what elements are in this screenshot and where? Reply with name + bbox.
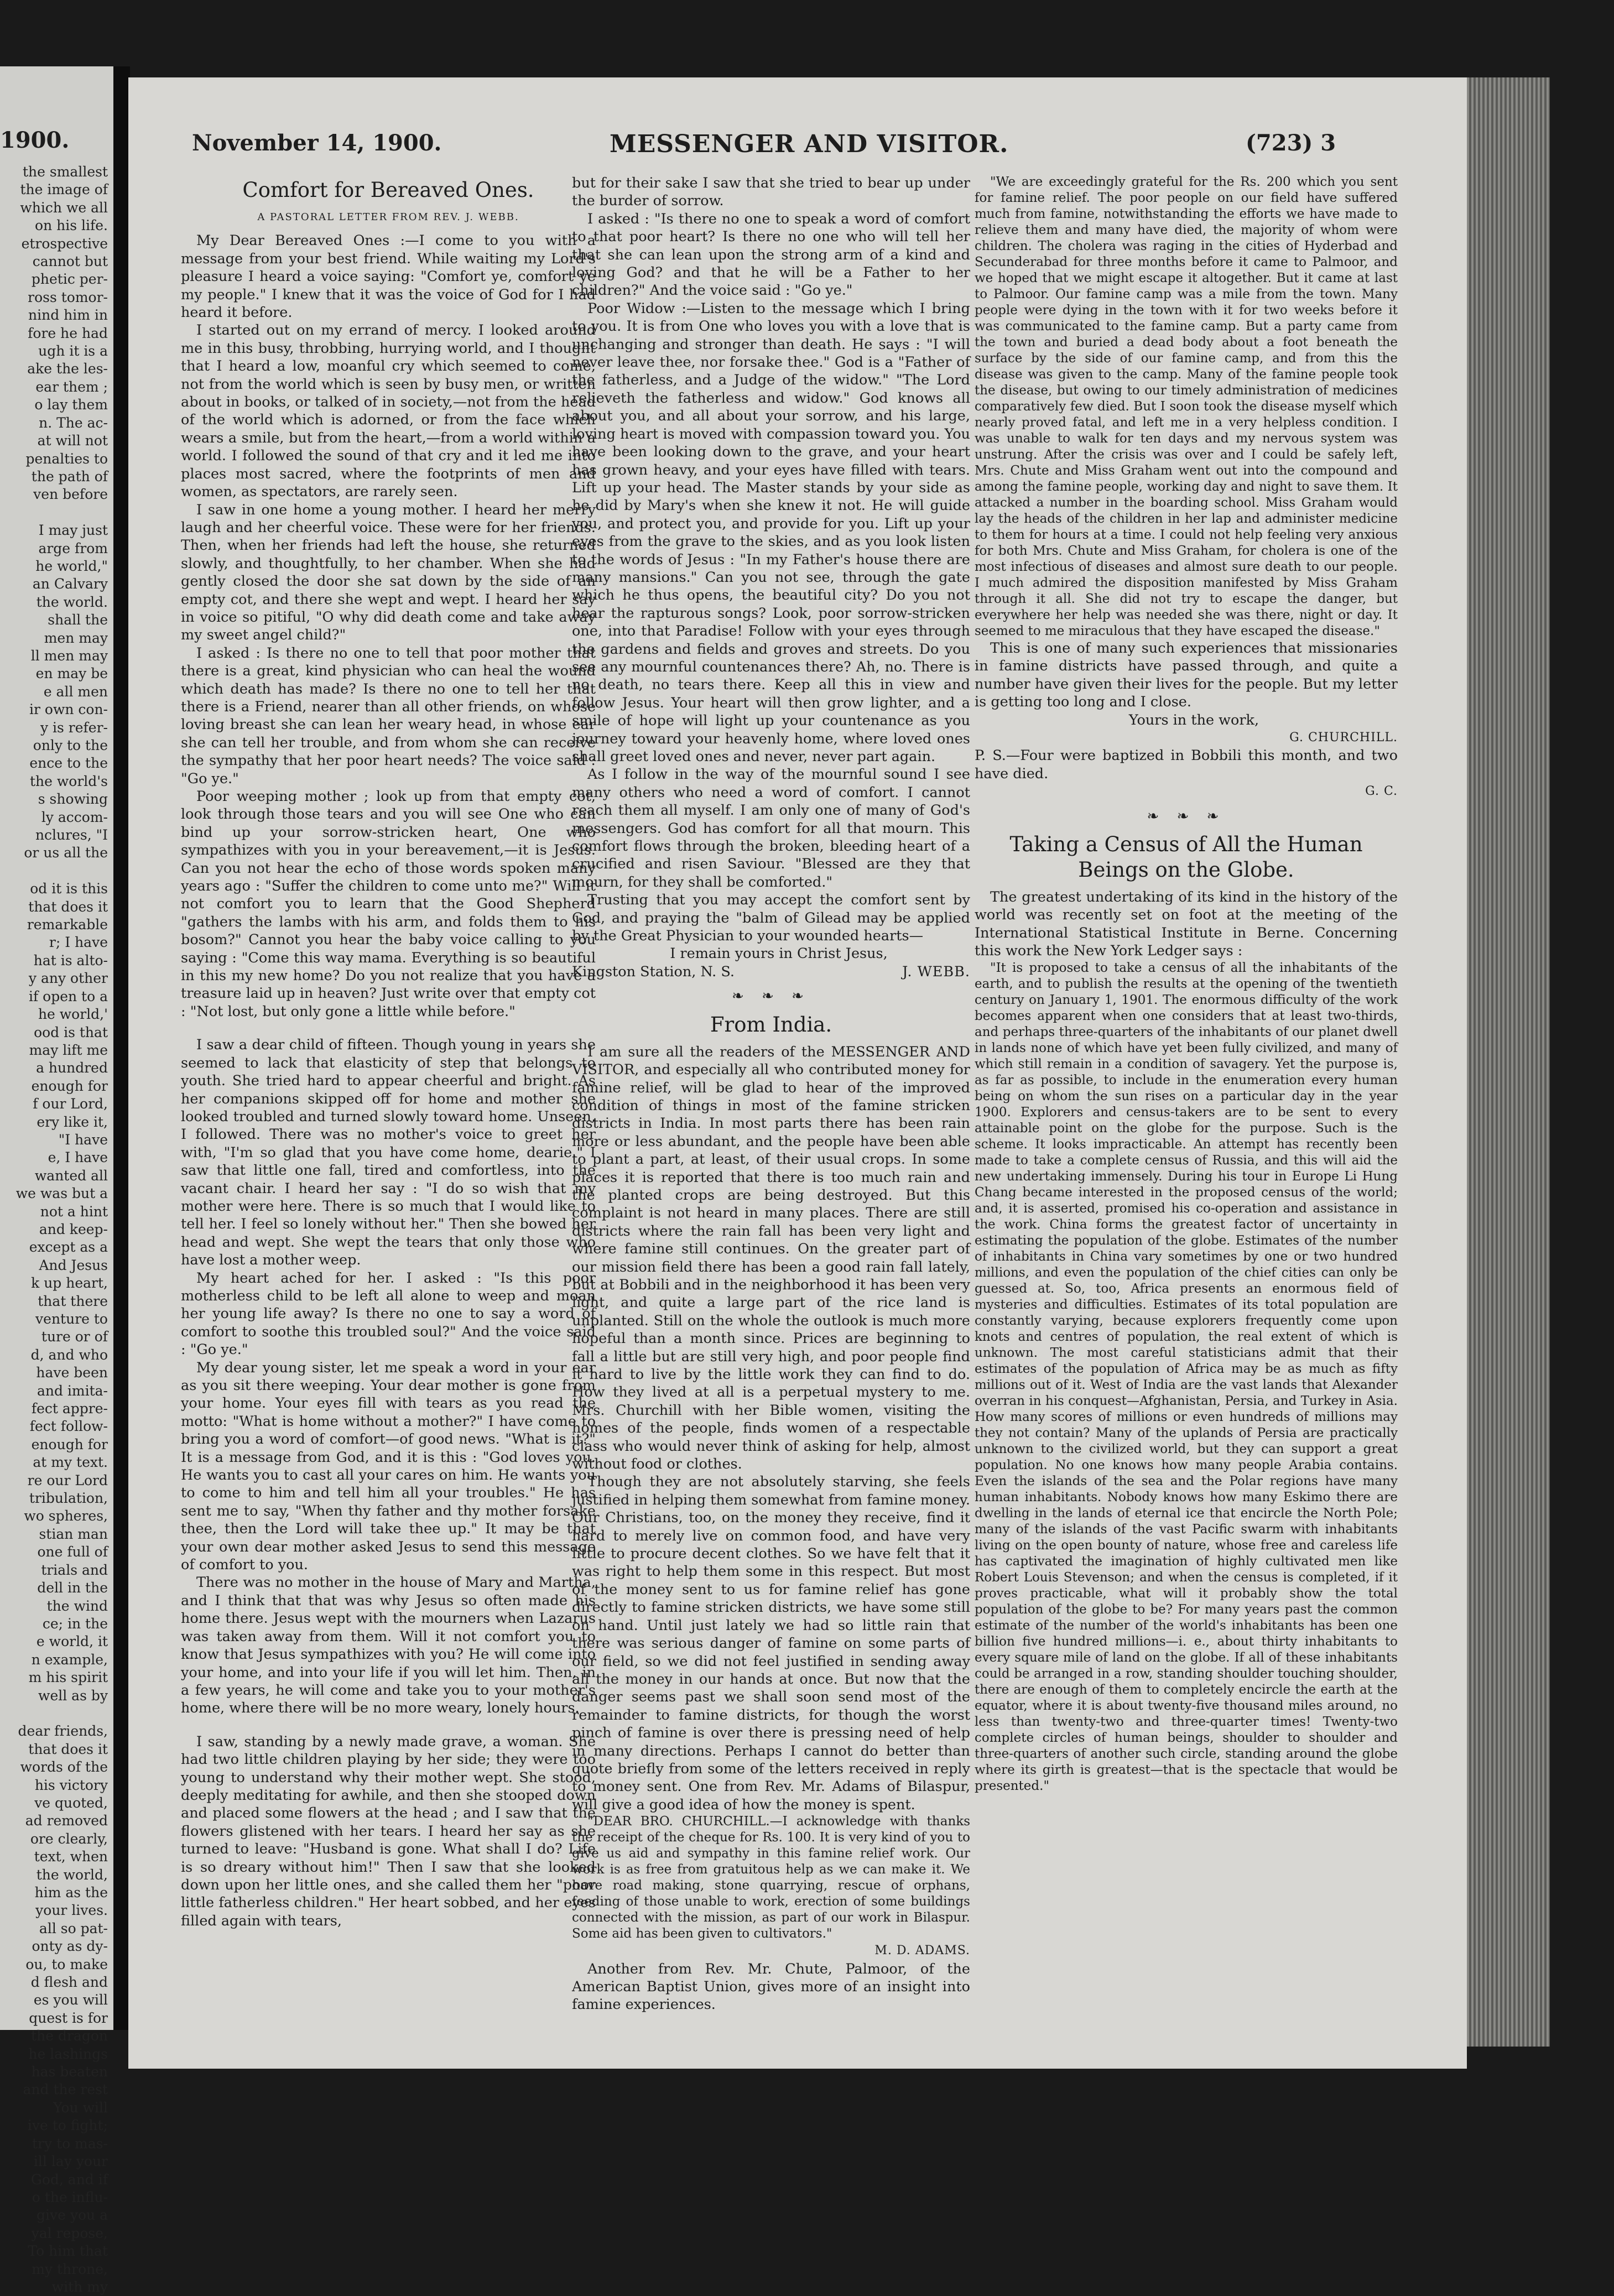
left-page-line: dear friends, xyxy=(18,1723,108,1740)
left-page-line: the smallest xyxy=(23,164,108,180)
paragraph: I saw in one home a young mother. I heard her merry laugh and her cheerful voice. These were for her friends. Then, when her friends had left the house, she returned slowly, and thoughtfully, to her chamber. When she had gently closed the door she sat down by the side of an empty cot, and there she wept and wept. I heard her say in voice so pitiful, "O why did death come and take away my sweet angel child?" xyxy=(181,501,596,644)
left-page-line: es you will xyxy=(33,1992,108,2008)
left-page-line xyxy=(0,862,108,880)
left-page-line: if open to a xyxy=(28,988,108,1004)
paragraph: Another from Rev. Mr. Chute, Palmoor, of the American Baptist Union, gives more of an insight into famine experiences. xyxy=(572,1960,970,2013)
left-page-line: ly accom- xyxy=(41,809,108,825)
paragraph: I am sure all the readers of the MESSENGER AND VISITOR, and especially all who contributed money for famine relief, will be glad to hear of the improved condition of things in most of the famine stricken districts in India. In most parts there has been rain more or less abundant, and the people have been able to plant a part, at least, of their usual crops. In some places it is reported that there is too much rain and the planted crops are being destroyed. But this complaint is not heard in many places. There are still districts where the rain fall has been very light and where famine still continues. On the greater part of our mission field there has been a good rain fall lately, but at Bobbili and in the neighborhood it has been very light, and quite a large part of the rice land is unplanted. Still on the whole the outlook is much more hopeful than a month since. Prices are beginning to fall a little but are still very high, and poor people find it hard to live by the little work they can find to do. How they lived at all is a perpetual mystery to me. Mrs. Churchill with her Bible women, visiting the homes of the people, finds women of a respectable class who would never think of asking for help, almost without food or clothes. xyxy=(572,1043,970,1473)
left-page-line: may lift me xyxy=(29,1042,108,1058)
left-page-line: him as the xyxy=(34,1884,108,1901)
left-page-line: which we all xyxy=(20,199,108,216)
header-date: November 14, 1900. xyxy=(192,130,442,156)
left-page-line: or us all the xyxy=(24,845,108,861)
left-page-line: o the influ- xyxy=(32,2189,108,2205)
paragraph: Trusting that you may accept the comfort sent by God, and praying the "balm of Gilead may be applied by the Great Physician to your wounded hearts— xyxy=(572,892,970,945)
left-page-line: the world. xyxy=(36,593,108,610)
left-page-line: ross tomor- xyxy=(28,289,108,305)
left-page-line: e all men xyxy=(43,683,108,700)
left-page-line: ood is that xyxy=(34,1024,108,1040)
newspaper-page xyxy=(128,77,1467,2069)
left-page-line: e world, it xyxy=(36,1633,108,1650)
paragraph: I asked : Is there no one to tell that poor mother that there is a great, kind physician who can heal the wound which death has made? Is there no one to tell her that there is a Friend, nearer than all other friends, on whose loving breast she can lean her weary head, in whose ear she can tell her trouble, and from whom she can receive the sympathy that her poor heart needs? The voice said : "Go ye." xyxy=(181,644,596,787)
paragraph: My heart ached for her. I asked : "Is this poor motherless child to be left all alone to weep and moan her young life away? Is there no one to say a word of comfort to soothe this troubled soul?" And the voice said : "Go ye." xyxy=(181,1269,596,1358)
left-page-line: your lives. xyxy=(35,1902,108,1919)
left-page-line: trials and xyxy=(41,1561,108,1578)
left-page-line: To him that xyxy=(28,2243,108,2259)
left-page-line: e, I have xyxy=(48,1149,108,1166)
closing-line: I remain yours in Christ Jesus, xyxy=(670,945,888,962)
paragraph: I saw a dear child of fifteen. Though young in years she seemed to lack that elasticity of step that belongs to youth. She tried hard to appear cheerful and bright. As her companions skipped off for home and mother she looked troubled and turned slowly toward home. Unseen, I followed. There was no mother's voice to greet her with, "I'm so glad that you have come home, dearie." I saw that little one fall, tired and comfortless, into the vacant chair. I heard her say : "I do so wish that my mother were here. There is so much that I would like to tell her. I feel so lonely without her." Then she bowed her head and wept. She wept the tears that only those who have lost a mother weep. xyxy=(181,1037,596,1269)
left-page-line: I may just xyxy=(38,522,108,539)
left-page-line: "I have xyxy=(58,1131,108,1148)
left-page-line: ven before xyxy=(33,486,108,503)
paragraph: Poor Widow :—Listen to the message which I bring to you. It is from One who loves you with a love that is unchanging and stronger than death. He says : "I will never leave thee, nor forsake thee." God is a "Father of the fatherless, and a Judge of the widow." "The Lord relieveth the fatherless and widow." God knows all about you, and all about your sorrow, and his large, loving heart is moved with compassion toward you. You have been looking down to the grave, and your heart has grown heavy, and your eyes have filled with tears. Lift up your head. The Master stands by your side as he did by Mary's when she knew it not. He will guide you, and protect you, and provide for you. Lift up your eyes from the grave to the skies, and as you look listen to the words of Jesus : "In my Father's house there are many mansions." Can you not see, through the gate which he thus opens, the beautiful city? Do you not hear the rapturous songs? Look, poor sorrow-stricken one, into that Paradise! Follow with your eyes through the gardens and fields and groves and streets. Do you see any mournful countenances there? Ah, no. There is no death, no tears there. Keep all this in view and follow Jesus. Your heart will then grow lighter, and a smile of hope will light up your countenance as you journey toward your heavenly home, where loved ones shall greet loved ones and never, never part again. xyxy=(572,300,970,765)
left-page-line: dell in the xyxy=(37,1580,108,1596)
left-page-header: 1900. xyxy=(0,127,70,153)
left-page-line: the path of xyxy=(31,468,108,485)
quoted-letter: "DEAR BRO. CHURCHILL.—I acknowledge with thanks the receipt of the cheque for Rs. 100. It is very kind of you to give us aid and sympathy in this famine relief work. Our work is as free from gratuitous help as we can make it. We have road making, stone quarrying, rescue of orphans, feeding of those unable to work, erection of some buildings connected with the mission, as part of our work in Bilaspur. Some aid has been given to cultivators." xyxy=(572,1814,970,1941)
left-page-line: quest is for xyxy=(29,2009,108,2026)
left-page-line: ore clearly, xyxy=(30,1830,108,1847)
paragraph: I saw, standing by a newly made grave, a woman. She had two little children playing by her side; they were too young to understand why their mother wept. She stood, deeply meditating for awhile, and then she stooped down and placed some flowers at the head ; and I saw that the flowers glistened with her tears. I heard her say as she turned to leave: "Husband is gone. What shall I do? Life is so dreary without him!" Then I saw that she looked down upon her little ones, and she called them her "poor little fatherless children." Her heart sobbed, and her eyes filled again with tears, xyxy=(181,1733,596,1929)
left-page-line: enough for xyxy=(31,1077,108,1094)
paragraph: This is one of many such experiences that missionaries in famine districts have passed through, and quite a number have given their lives for the people. But my letter is getting too long and I close. xyxy=(975,640,1398,711)
left-page-line: all so pat- xyxy=(39,1920,108,1936)
left-page-line: one full of xyxy=(37,1544,108,1560)
left-page-line: on his life. xyxy=(35,217,108,234)
left-page-line: onty as dy- xyxy=(32,1938,108,1955)
left-page-line: at will not xyxy=(37,433,108,449)
left-page-line: the dragon xyxy=(31,2028,108,2044)
left-page-line: shall the xyxy=(48,612,108,628)
postscript-line xyxy=(975,747,1398,783)
left-page-line: d, and who xyxy=(30,1346,108,1363)
section-separator: ❧ ❧ ❧ xyxy=(1147,808,1226,825)
left-page-line: the wind xyxy=(46,1597,108,1614)
left-page-line: penalties to xyxy=(25,450,108,467)
page-edge xyxy=(1467,77,1550,2047)
paragraph: but for their sake I saw that she tried to bear up under the burder of sorrow. xyxy=(572,175,970,210)
paragraph: Poor weeping mother ; look up from that empty cot, look through those tears and you will see One who can bind up your sorrow-stricken heart, One who sympathizes with you in your bereavement,—it is Jesus. Can you not hear the echo of those words spoken many years ago : "Suffer the children to come unto me?" Will it not comfort you to learn that the Good Shepherd "gathers the lambs with his arm, and folds them to his bosom?" Cannot you hear the baby voice calling to you saying : "Come this way mama. Everything is so beautiful in this my new home? Do you not realize that you have a treasure laid up in heaven? Just write over that empty cot : "Not lost, but only gone a little while before." xyxy=(181,788,596,1020)
left-page-line: God, and if xyxy=(30,2171,108,2188)
left-page-line: not a hint xyxy=(40,1203,108,1220)
left-page-line: n example, xyxy=(31,1651,108,1668)
column-1 xyxy=(181,174,596,1930)
left-page-line: my throne, xyxy=(32,2261,108,2277)
left-page-line: fect appre- xyxy=(31,1400,108,1417)
left-page-line: cannot but xyxy=(32,253,108,270)
left-page-line: fore he had xyxy=(28,325,108,341)
left-page-line xyxy=(0,504,108,522)
left-page-line: yal repose, xyxy=(31,2225,108,2241)
left-page-line: remarkable xyxy=(27,917,108,933)
left-page-line: r; I have xyxy=(49,934,108,951)
left-page-line: ve quoted, xyxy=(34,1794,108,1811)
paragraph: Though they are not absolutely starving, she feels justified in helping them somewhat from famine money. Our Christians, too, on the money they receive, find it hard to merely live on common food, and have very little to procure decent clothes. So we have felt that it was right to help them some in this respect. But most of the money sent to us for famine relief has gone directly to famine stricken districts, we have some still on hand. Until just lately we had so little rain that there was serious danger of famine on some parts of our field, so we did not feel justified in sending away all the money in our hands at once. But now that the danger seems past we shall soon send most of the remainder to famine districts, for though the worst pinch of famine is over there is pressing need of help in many directions. Perhaps I cannot do better than quote briefly from some of the letters received in reply to money sent. One from Rev. Mr. Adams of Bilaspur, will give a good idea of how the money is spent. xyxy=(572,1474,970,1813)
left-page-line: a hundred xyxy=(36,1060,108,1076)
left-page-line: ive to fight; xyxy=(27,2117,108,2134)
left-page-fragment xyxy=(0,66,113,2295)
left-page-line: ill lay your xyxy=(33,2153,108,2170)
left-page-line: with my xyxy=(51,2278,108,2295)
left-page-line: words of the xyxy=(20,1759,108,1776)
place-name: Kingston Station, N. S. xyxy=(572,963,735,980)
article-title-comfort: Comfort for Bereaved Ones. xyxy=(242,178,534,202)
left-page-line: en may be xyxy=(35,665,108,682)
left-page-line: ir own con- xyxy=(29,701,108,718)
left-page-line: that there xyxy=(38,1293,108,1309)
page-number: (723) 3 xyxy=(1246,130,1336,156)
article-title-india: From India. xyxy=(710,1012,832,1037)
left-page-line: hat is alto- xyxy=(33,952,108,969)
left-page-line: arge from xyxy=(38,540,108,556)
left-page-line: ce; in the xyxy=(42,1615,108,1632)
left-page-line: only to the xyxy=(33,737,108,753)
left-page-line: ery like it, xyxy=(37,1113,108,1130)
book-gutter xyxy=(113,66,130,2030)
left-page-line: have been xyxy=(36,1365,108,1381)
left-page-line: And Jesus xyxy=(39,1257,108,1273)
paragraph: There was no mother in the house of Mary and Martha, and I think that that was why Jesus so often made his home there. Jesus wept with the mourners when Lazarus was taken away from them. Will it not comfort you to know that Jesus sympathizes with you? He will come into your home, and into your life if you will let him. Then, in a few years, he will come and take you to your mother's home, where there will be no more weary, lonely hours. xyxy=(181,1574,596,1717)
left-page-line: f our Lord, xyxy=(33,1096,108,1112)
signature: G. CHURCHILL. xyxy=(1289,731,1398,745)
left-page-line: he lashings xyxy=(28,2045,108,2062)
left-page-line: k up heart, xyxy=(31,1275,108,1292)
left-page-line: s showing xyxy=(38,791,108,808)
article-byline: A PASTORAL LETTER FROM REV. J. WEBB. xyxy=(257,211,519,223)
signature: J. WEBB. xyxy=(902,963,970,980)
closing-line: Yours in the work, xyxy=(1128,711,1259,728)
left-page-line: phetic per- xyxy=(31,271,108,288)
left-page-line: nind him in xyxy=(28,307,108,324)
left-page-line: except as a xyxy=(29,1239,108,1256)
paragraph: The greatest undertaking of its kind in the history of the world was recently set on foot at the meeting of the International Statistical Institute in Berne. Concerning this work the New York Ledger says : xyxy=(975,889,1398,960)
article-title-census: Taking a Census of All the Human Beings on the Globe. xyxy=(1009,832,1363,882)
left-page-line: ence to the xyxy=(29,755,108,772)
left-page-line: that does it xyxy=(28,898,108,915)
left-page-line: You will xyxy=(53,2099,108,2116)
section-separator: ❧ ❧ ❧ xyxy=(732,988,810,1005)
paragraph: My dear young sister, let me speak a word in your ear as you sit there weeping. Your dear mother is gone from your home. Your eyes fill with tears as you read the motto: "What is home without a mother?" I have come to bring you a word of comfort—of good news. "What is it?" It is a message from God, and it is this : "God loves you. He wants you to cast all your cares on him. He wants you to come to him and tell him all your troubles." He has sent me to say, "When thy father and thy mother forsake thee, then the Lord will take thee up." It may be that your own dear mother asked Jesus to send this message of comfort to you. xyxy=(181,1359,596,1574)
left-page-line: the image of xyxy=(20,181,108,198)
left-page-line: the world, xyxy=(36,1866,108,1883)
postscript: P. S.—Four were baptized in Bobbili this month, and two have died. xyxy=(975,747,1398,782)
left-page-line: wo spheres, xyxy=(24,1508,108,1524)
left-page-line: try to mas- xyxy=(32,2135,108,2152)
left-page-line: n. The ac- xyxy=(39,414,108,431)
page-header xyxy=(128,130,1467,169)
left-page-line: he world,' xyxy=(38,1006,108,1023)
left-page-line: an Calvary xyxy=(32,576,108,592)
left-page-line: men may xyxy=(44,629,108,646)
masthead-title: MESSENGER AND VISITOR. xyxy=(610,130,1009,158)
column-2 xyxy=(572,174,970,2014)
left-page-line: d flesh and xyxy=(30,1974,108,1991)
left-page-line: o lay them xyxy=(34,397,108,413)
left-page-line: ture or of xyxy=(41,1329,108,1345)
left-page-line: and the rest xyxy=(23,2081,108,2098)
left-page-line: re our Lord xyxy=(27,1472,108,1488)
signature: M. D. ADAMS. xyxy=(874,1944,970,1958)
left-page-line: well as by xyxy=(38,1687,108,1704)
left-page-line: wanted all xyxy=(34,1167,108,1184)
left-page-line: ad removed xyxy=(25,1813,108,1829)
quoted-paragraph: "It is proposed to take a census of all the inhabitants of the earth, and to publish the results at the opening of the twentieth century on January 1, 1901. The enormous difficulty of the work becomes apparent when one considers that at least two-thirds, and perhaps three-quarters of the inhabitants of our planet dwell in lands none of which have yet been fully civilized, and many of which still remain in a condition of savagery. Yet the purpose is, as far as possible, to include in the enumeration every human being on whom the sun rises on a particular day in the year 1900. Explorers and census-takers are to be sent to every attainable point on the globe for the purpose. Such is the scheme. It looks impracticable. An attempt has recently been made to take a complete census of Russia, and this will aid the new undertaking immensely. During his tour in Europe Li Hung Chang became interested in the proposed census of the world; and, it is asserted, promised his co-operation and assistance in the work. China forms the greatest factor of uncertainty in estimating the population of the globe. Estimates of the number of inhabitants in China vary sometimes by one or two hundred millions, and even the population of the chief cities can only be guessed at. So, too, Africa presents an enormous field of mysteries and difficulties. Estimates of its total population are constantly varying, because explorers frequently come upon knots and centres of population, the real extent of which is unknown. The most careful statisticians admit that their estimates of the population of Africa may be as much as fifty millions out of it. West of India are the vast lands that Alexander overran in his conquest—Afghanistan, Persia, and Turkey in Asia. How many scores of millions or even hundreds of millions may they not contain? Many of the uplands of Persia are practically unknown to the civilized world, but they can support a great population. No one knows how many people Arabia contains. Even the islands of the sea and the Polar regions have many human inhabitants. Nobody knows how many Eskimo there are dwelling in the lands of eternal ice that encircle the North Pole; many of the islands of the vast Pacific swarm with inhabitants living on the open bounty of nature, whose free and careless life has captivated the imagination of highly cultivated men like Robert Louis Stevenson; and when the census is completed, if it proves practicable, what will it probably show the total population of the globe to be? For many years past the common estimate of the number of the world's inhabitants has been one billion five hundred millions—i. e., about thirty inhabitants to every square mile of land on the globe. If all of these inhabitants could be arranged in a row, standing shoulder touching shoulder, there are enough of them to completely encircle the earth at the equator, where it is about twenty-five thousand miles around, no less than twenty-two and three-quarter times! Twenty-two complete circles of human beings, shoulder to shoulder and three-quarters of another such circle, standing around the globe where its girth is greatest—that is the spectacle that would be presented." xyxy=(975,960,1398,1793)
left-page-line: enough for xyxy=(31,1436,108,1452)
left-page-line xyxy=(0,1705,108,1722)
left-page-line: we was but a xyxy=(15,1185,108,1202)
left-page-line: has beaten xyxy=(31,2064,108,2080)
left-page-line: ake the les- xyxy=(27,361,108,377)
left-page-line: y is refer- xyxy=(40,719,108,736)
left-page-line: nclures, "I xyxy=(35,827,108,844)
left-page-line: m his spirit xyxy=(28,1669,108,1686)
signature: G. C. xyxy=(1365,784,1398,799)
left-page-line: fect follow- xyxy=(29,1418,108,1435)
left-page-text xyxy=(0,163,108,2296)
paragraph: My Dear Bereaved Ones :—I come to you with a message from your best friend. While waiting my Lord's pleasure I heard a voice saying: "Comfort ye, comfort ye my people." I knew that it was the voice of God for I had heard it before. xyxy=(181,232,596,321)
paragraph: I asked : "Is there no one to speak a word of comfort to that poor heart? Is there no one who will tell her that she can lean upon the strong arm of a kind and loving God? and that he will be a Father to her children?" And the voice said : "Go ye." xyxy=(572,210,970,299)
left-page-line: his victory xyxy=(34,1777,108,1793)
left-page-line: and imita- xyxy=(37,1382,108,1399)
left-page-line: ou, to make xyxy=(25,1956,108,1972)
column-3 xyxy=(975,174,1398,1794)
left-page-line: ugh it is a xyxy=(38,343,108,360)
left-page-line: the world's xyxy=(30,773,108,789)
left-page-line: venture to xyxy=(35,1311,108,1327)
left-page-line: at my text. xyxy=(33,1454,108,1471)
signature-line xyxy=(572,963,970,981)
left-page-line: ll men may xyxy=(30,647,108,664)
paragraph: I started out on my errand of mercy. I looked around me in this busy, throbbing, hurrying world, and I thought that I heard a low, moanful cry which seemed to come, not from the world which is seen by busy men, or written about in books, or talked of in society,—not from the head of the world which is adorned, or from the face which wears a smile, but from the heart,—from a world within a world. I followed the sound of that cry and it led me into places most sacred, where the footprints of men and women, as spectators, are rarely seen. xyxy=(181,322,596,501)
left-page-line: stian man xyxy=(39,1526,108,1542)
left-page-line: ear them ; xyxy=(35,378,108,395)
left-page-line: text, when xyxy=(34,1849,108,1865)
left-page-line: and keep- xyxy=(39,1221,108,1237)
paragraph: As I follow in the way of the mournful sound I see many others who need a word of comfort. I cannot reach them all myself. I am only one of many of God's messengers. God has comfort for all that mourn. This comfort flows through the broken, bleeding heart of a crucified and risen Saviour. "Blessed are they that mourn, for they shall be comforted." xyxy=(572,766,970,891)
left-page-line: y any other xyxy=(28,970,108,987)
left-page-line: that does it xyxy=(28,1741,108,1757)
quoted-letter: "We are exceedingly grateful for the Rs. 200 which you sent for famine relief. The poor people on our field have suffered much from famine, notwithstanding the efforts we have made to relieve them and many have died, the majority of whom were children. The cholera was raging in the cities of Hyderbad and Secunderabad for three months before it came to Palmoor, and we hoped that we might escape it altogether. But it came at last to Palmoor. Our famine camp was a mile from the town. Many people were dying in the town with it for two weeks before it was communicated to the famine camp. But a party came from the town and buried a dead body about a foot beneath the surface by the side of our famine camp, and from this the disease was given to the camp. Many of the famine people took the disease, but owing to our timely administration of medicines comparatively few died. But I soon took the disease myself which nearly proved fatal, and left me in a very helpless condition. I was unable to walk for ten days and my nervous system was unstrung. After the crisis was over and I could be safely left, Mrs. Chute and Miss Graham went out into the compound and among the famine people, working day and night to save them. It attacked a number in the boarding school. Miss Graham would lay the heads of the children in her lap and administer medicine to them for hours at a time. I could not help feeling very anxious for both Mrs. Chute and Miss Graham, for cholera is one of the most infectious of diseases and almost sure death to our people. I much admired the disposition manifested by Miss Graham through it all. She did not try to escape the danger, but everywhere her help was needed she was there, night or day. It seemed to me miraculous that they have escaped the disease." xyxy=(975,175,1398,638)
left-page-line: od it is this xyxy=(30,881,108,897)
left-page-line: tribulation, xyxy=(29,1490,108,1507)
left-page-line: etrospective xyxy=(21,235,108,252)
left-page-line: give you a xyxy=(37,2207,108,2224)
left-page-line: he world," xyxy=(35,558,108,574)
